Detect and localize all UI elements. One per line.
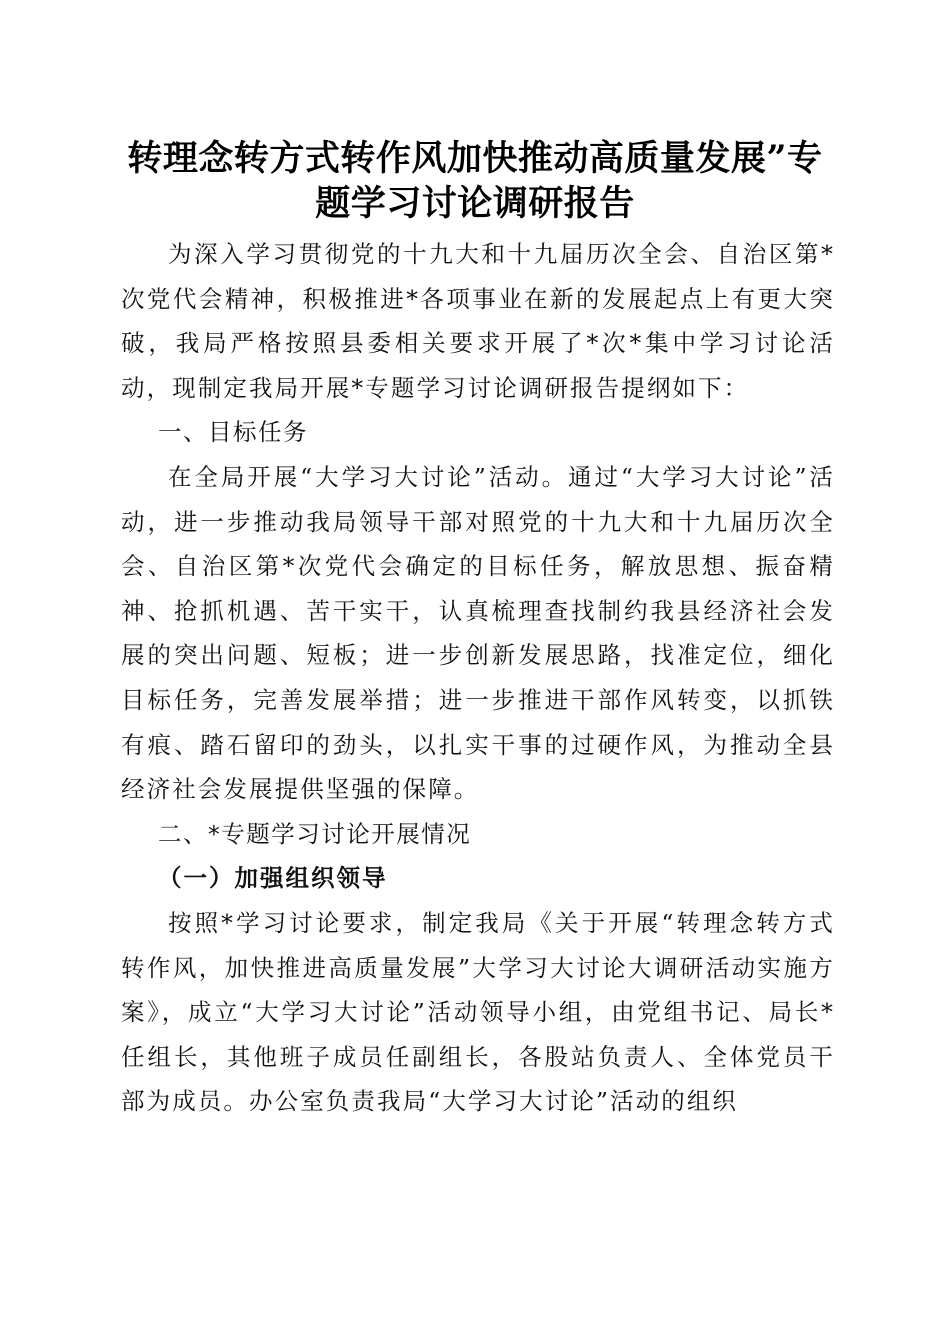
section2-heading: 二、*专题学习讨论开展情况 — [158, 819, 472, 848]
document-body — [121, 232, 835, 1124]
section2-sub1-paragraph: 按照*学习讨论要求，制定我局《关于开展“转理念转方式转作风，加快推进高质量发展”大学习大讨论大调研活动实施方案》，成立“大学习大讨论”活动领导小组，由党组书记、局长*任组长，其他班子成员任副组长，各股站负责人、全体党员干部为成员。办公室负责我局“大学习大讨论”活动的组织 — [121, 908, 835, 1116]
section1-paragraph: 在全局开展“大学习大讨论”活动。通过“大学习大讨论”活动，进一步推动我局领导干部对照党的十九大和十九届历次全会、自治区第*次党代会确定的目标任务，解放思想、振奋精神、抢抓机遇、苦干实干，认真梳理查找制约我县经济社会发展的突出问题、短板；进一步创新发展思路，找准定位，细化目标任务，完善发展举措；进一步推进干部作风转变，以抓铁有痕、踏石留印的劲头，以扎实干事的过硬作风，为推动全县经济社会发展提供坚强的保障。 — [121, 462, 835, 804]
document-title-line2: 题学习讨论调研报告 — [315, 183, 635, 224]
document-title-line1: 转理念转方式转作风加快推动高质量发展”专 — [127, 138, 823, 179]
section2-sub1-heading: （一）加强组织领导 — [158, 864, 388, 893]
intro-paragraph: 为深入学习贯彻党的十九大和十九届历次全会、自治区第*次党代会精神，积极推进*各项事业在新的发展起点上有更大突破，我局严格按照县委相关要求开展了*次*集中学习讨论活动，现制定我局开展*专题学习讨论调研报告提纲如下： — [121, 240, 835, 402]
section1-heading: 一、目标任务 — [158, 418, 308, 447]
